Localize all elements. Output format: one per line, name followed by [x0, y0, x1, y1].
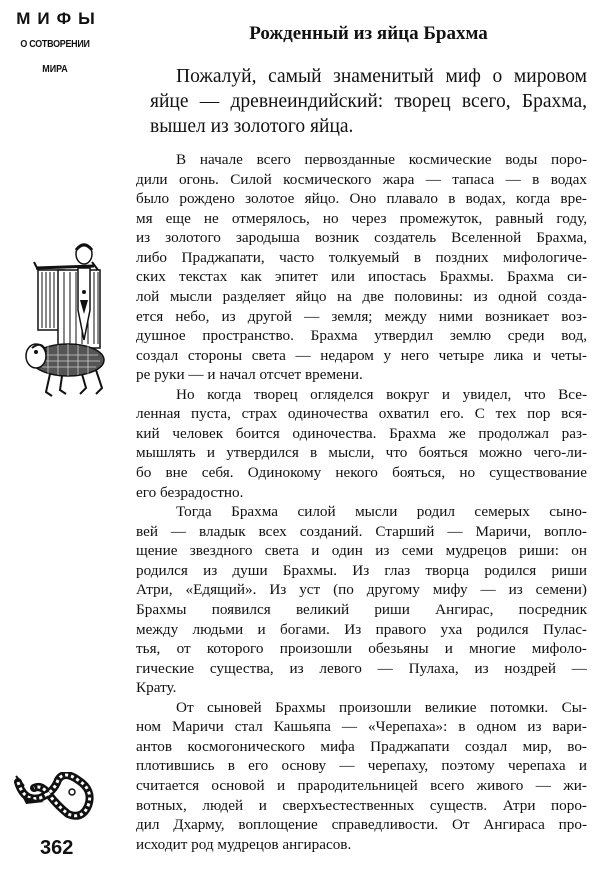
paragraph: [136, 502, 587, 698]
text-line: плотившись в его основу — черепаху, поэтому черепаха и: [136, 757, 587, 775]
brahma-on-ram-illustration: [18, 240, 110, 410]
text-line: щение звездного света и один из семи мудрецов риши: он: [136, 542, 587, 560]
paragraph: [136, 385, 587, 502]
text-line: из золотого зародыша возник создатель Вселенной Брахма,: [136, 229, 587, 247]
text-line: Крату.: [136, 679, 177, 697]
running-head-subtitle-line2: МИРА: [42, 63, 68, 75]
text-line: лой мысли разделяет яйцо на две половины: из одной созда-: [136, 287, 587, 305]
text-line: ленная пуста, страх одиночества охватил его. С тех пор вся-: [136, 405, 587, 423]
body-text: [136, 150, 587, 854]
text-line: кий человек боится одиночества. Брахма же продолжал раз-: [136, 424, 587, 442]
text-line: тья, от которого произошли обезьяны и многие мифоло-: [136, 640, 587, 658]
lead-paragraph: [150, 64, 587, 139]
lead-line: Пожалуй, самый знаменитый миф о мировом: [176, 66, 587, 87]
paragraph: [136, 698, 587, 855]
text-line: считается основой и прародительницей всего живого — жи-: [136, 777, 587, 794]
running-head: [0, 8, 110, 76]
text-line: его безрадостно.: [136, 483, 244, 501]
text-line: ется небо, из другой — земля; между ними возникает воз-: [136, 307, 587, 325]
text-line: Но когда творец огляделся вокруг и увидел, что Все-: [176, 385, 587, 403]
paragraph: [136, 150, 587, 385]
page-number: 362: [40, 837, 74, 859]
text-line: гические существа, из левого — Пулаха, из ноздрей —: [136, 659, 587, 677]
text-line: родился из души Брахмы. Из глаз творца родился риши: [136, 561, 587, 579]
text-line: мя еще не отмерялось, но через промежуток, равный году,: [136, 209, 587, 227]
chapter-title: Рожденный из яйца Брахма: [249, 23, 488, 44]
text-line: От сыновей Брахмы произошли великие потомки. Сы-: [176, 698, 587, 716]
text-line: Брахмы появился великий риши Ангирас, посредник: [136, 600, 587, 618]
text-line: вотных, людей и сверхъестественных существ. Атри поро-: [136, 796, 587, 814]
text-line: бо вне себя. Одинокому некого бояться, но существование: [136, 464, 587, 481]
text-line: создал стороны света — недаром у него четыре лика и четы-: [136, 346, 587, 364]
text-line: В начале всего первозданные космические воды поро-: [176, 151, 587, 168]
text-line: антов космогонического мифа Праджапати создал мир, во-: [136, 737, 587, 755]
lead-line: вышел из золотого яйца.: [150, 116, 354, 137]
text-line: Атри, «Едящий». Из уст (по другому мифу — из семени): [136, 581, 587, 599]
running-head-subtitle-line1: О СОТВОРЕНИИ: [20, 38, 90, 50]
text-line: либо Праджапати, часто толкуемый в поздних мифологиче-: [136, 248, 587, 266]
text-line: дил Дхарму, воплощение справедливости. От Ангираса про-: [136, 816, 587, 834]
text-line: между людьми и богами. Из правого уха родился Пулас-: [136, 620, 587, 638]
text-line: душное пространство. Брахма утвердил землю среди вод,: [136, 327, 587, 345]
text-line: исходит род мудрецов ангирасов.: [136, 835, 352, 853]
text-line: дили огонь. Силой космического жара — тапаса — в водах: [136, 170, 587, 188]
text-line: ских текстах как эпитет или ипостась Брахмы. Брахма си-: [136, 268, 587, 286]
text-line: ном Маричи стал Кашьяпа — «Черепаха»: в одном из вари-: [136, 718, 587, 736]
text-line: Тогда Брахма силой мысли родил семерых сыно-: [176, 503, 587, 521]
text-line: вей — владык всех созданий. Старший — Маричи, вопло-: [136, 522, 587, 540]
text-line: ре руки — и начал отсчет времени.: [136, 366, 363, 384]
lead-line: яйце — древнеиндийский: творец всего, Брахма,: [150, 91, 587, 112]
text-line: мышлять и утвердился в мысли, что бояться можно чего-ли-: [136, 444, 587, 462]
running-head-title: МИФЫ: [16, 9, 102, 28]
serpent-ornament-illustration: [14, 772, 104, 824]
text-line: было рождено золотое яйцо. Оно плавало в водах, когда вре-: [136, 190, 587, 208]
